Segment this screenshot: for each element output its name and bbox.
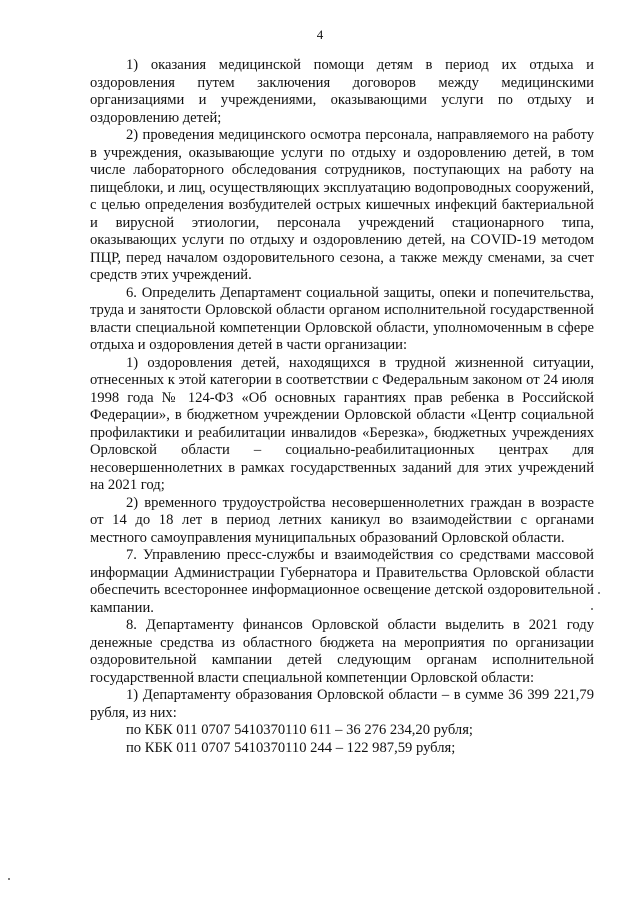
- scan-speck: [8, 878, 10, 880]
- paragraph-item-2-medical-exam: 2) проведения медицинского осмотра персонала, направляемого на работу в учреждения, оказывающие услуги по отдыху и оздоровлению детей, в том числе лабораторного обследования сотрудников, поступающих на работу на пищеблоки, и лиц, осуществляющих эксплуатацию водопроводных сооружений, с целью определения возбудителей острых кишечных инфекций бактериальной и вирусной этиологии, персонала учреждений стационарного типа, оказывающих услуги по отдыху и оздоровлению детей, на COVID-19 методом ПЦР, перед началом оздоровительного сезона, а также между сменами, за счет средств этих учреждений.: [90, 127, 594, 283]
- paragraph-6-item-2-employment: 2) временного трудоустройства несовершеннолетних граждан в возрасте от 14 до 18 лет в период летних каникул во взаимодействии с органами местного самоуправления муниципальных образований Орловской области.: [90, 494, 594, 546]
- scan-speck: [598, 592, 600, 594]
- paragraph-7-press-service: 7. Управлению пресс-службы и взаимодействия со средствами массовой информации Администрации Губернатора и Правительства Орловской области обеспечить всестороннее информационное освещение детской оздоровительной кампании.: [90, 547, 594, 616]
- paragraph-8-item-1-education: 1) Департаменту образования Орловской области – в сумме 36 399 221,79 рубля, из них:: [90, 687, 594, 721]
- page-number: 4: [316, 27, 324, 42]
- paragraph-8-finance-department: 8. Департаменту финансов Орловской области выделить в 2021 году денежные средства из областного бюджета на мероприятия по организации оздоровительной кампании детей следующим органам исполнительной государственной власти специальной компетенции Орловской области:: [90, 617, 594, 686]
- scan-speck: [591, 608, 593, 610]
- paragraph-6-social-department: 6. Определить Департамент социальной защиты, опеки и попечительства, труда и занятости Орловской области органом исполнительной государственной власти специальной компетенции Орловской области, уполномоченным в сфере отдыха и оздоровления детей в части организации:: [90, 284, 594, 353]
- paragraph-item-1-medical-aid: 1) оказания медицинской помощи детям в период их отдыха и оздоровления путем заключения договоров между медицинскими организациями и учреждениями, оказывающими услуги по отдыху и оздоровлению детей;: [90, 57, 594, 126]
- document-body: [90, 57, 594, 757]
- kbk-line-611: по КБК 011 0707 5410370110 611 – 36 276 234,20 рубля;: [126, 722, 473, 738]
- paragraph-6-item-1-recovery: 1) оздоровления детей, находящихся в трудной жизненной ситуации, отнесенных к этой категории в соответствии с Федеральным законом от 24 июля 1998 года № 124-ФЗ «Об основных гарантиях прав ребенка в Российской Федерации», в бюджетном учреждении Орловской области «Центр социальной профилактики и реабилитации инвалидов «Березка», бюджетных учреждениях Орловской области – социально-реабилитационных центрах для несовершеннолетних в рамках государственных заданий для этих учреждений на 2021 год;: [90, 354, 594, 493]
- kbk-line-244: по КБК 011 0707 5410370110 244 – 122 987,59 рубля;: [126, 739, 456, 756]
